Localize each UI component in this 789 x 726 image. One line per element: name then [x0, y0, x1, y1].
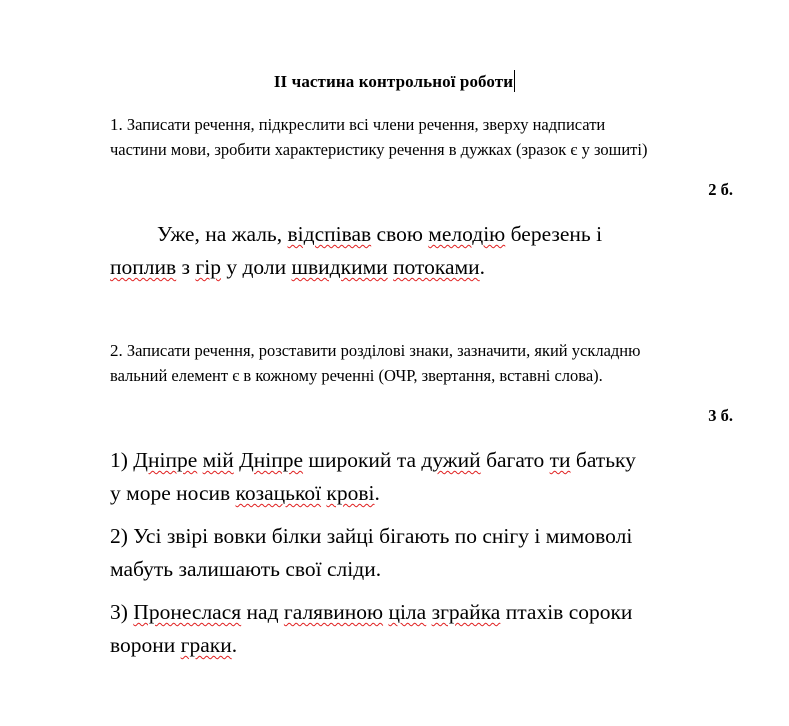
- task2-instruction: [110, 338, 750, 388]
- text-cursor: [514, 70, 515, 92]
- misspelled-word: граки: [180, 633, 232, 657]
- document-title-text: ІІ частина контрольної роботи: [273, 72, 514, 91]
- sentence-text: з: [176, 255, 196, 279]
- misspelled-word: крові: [326, 481, 375, 505]
- sentence-text: .: [374, 481, 380, 505]
- sentence-text: у доли: [220, 255, 292, 279]
- misspelled-word: поплив: [110, 255, 177, 279]
- misspelled-word: ціла: [388, 600, 427, 624]
- task2-points: 3 б.: [708, 406, 733, 425]
- document-title: [0, 70, 789, 92]
- sentence-text: 3): [110, 600, 134, 624]
- task2-sentence2-line2: мабуть залишають свої сліди.: [110, 557, 382, 581]
- sentence-text: над: [241, 600, 284, 624]
- sentence-text: у море носив: [110, 481, 236, 505]
- task2-sentence3-line1: [110, 596, 632, 629]
- misspelled-word: мелодію: [428, 222, 506, 246]
- task2-number: 2.: [110, 341, 123, 360]
- misspelled-word: Дніпре: [133, 448, 198, 472]
- misspelled-word: дужий: [421, 448, 481, 472]
- sentence-text: птахів сороки: [500, 600, 633, 624]
- task1-sentence-line1: [157, 218, 602, 251]
- sentence-text: широкий та: [303, 448, 422, 472]
- sentence-text: ворони: [110, 633, 181, 657]
- task2-line1-text: Записати речення, розставити розділові знаки, зазначити, який ускладню: [122, 341, 641, 360]
- misspelled-word: Дніпре: [239, 448, 304, 472]
- task2-sentence3-line2: [110, 629, 237, 662]
- sentence-text: свою: [371, 222, 429, 246]
- sentence-text: .: [479, 255, 486, 279]
- misspelled-word: козацької: [235, 481, 322, 505]
- task1-number: 1.: [110, 115, 123, 134]
- task1-instruction-line2: частини мови, зробити характеристику речення в дужках (зразок є у зошиті): [110, 140, 648, 159]
- misspelled-word: Пронеслася: [133, 600, 242, 624]
- task1-instruction: [110, 112, 750, 162]
- misspelled-word: галявиною: [283, 600, 384, 624]
- misspelled-word: мій: [202, 448, 234, 472]
- task1-instruction-line1: [110, 112, 750, 137]
- task1-sentence-line2: [110, 251, 485, 284]
- task2-instruction-line2: вальний елемент є в кожному реченні (ОЧР, звертання, вставні слова).: [110, 366, 603, 385]
- misspelled-word: відспівав: [287, 222, 372, 246]
- sentence-text: 1): [110, 448, 134, 472]
- task2-sentence2-line1: 2) Усі звірі вовки білки зайці бігають по снігу і мимоволі: [110, 524, 633, 548]
- sentence-text: .: [231, 633, 238, 657]
- sentence-text: багато: [480, 448, 550, 472]
- misspelled-word: ти: [549, 448, 571, 472]
- task2-sentence1-line2: [110, 477, 380, 510]
- misspelled-word: зграйка: [431, 600, 501, 624]
- sentence-text: Уже, на жаль,: [157, 222, 288, 246]
- sentence-text: батьку: [570, 448, 636, 472]
- task1-points: 2 б.: [708, 180, 733, 199]
- misspelled-word: потоками: [393, 255, 480, 279]
- sentence-text: березень і: [505, 222, 603, 246]
- task2-instruction-line1: [110, 338, 750, 363]
- task2-sentence1-line1: [110, 444, 636, 477]
- misspelled-word: швидкими: [291, 255, 388, 279]
- misspelled-word: гір: [195, 255, 221, 279]
- task1-line1-text: Записати речення, підкреслити всі члени речення, зверху надписати: [122, 115, 606, 134]
